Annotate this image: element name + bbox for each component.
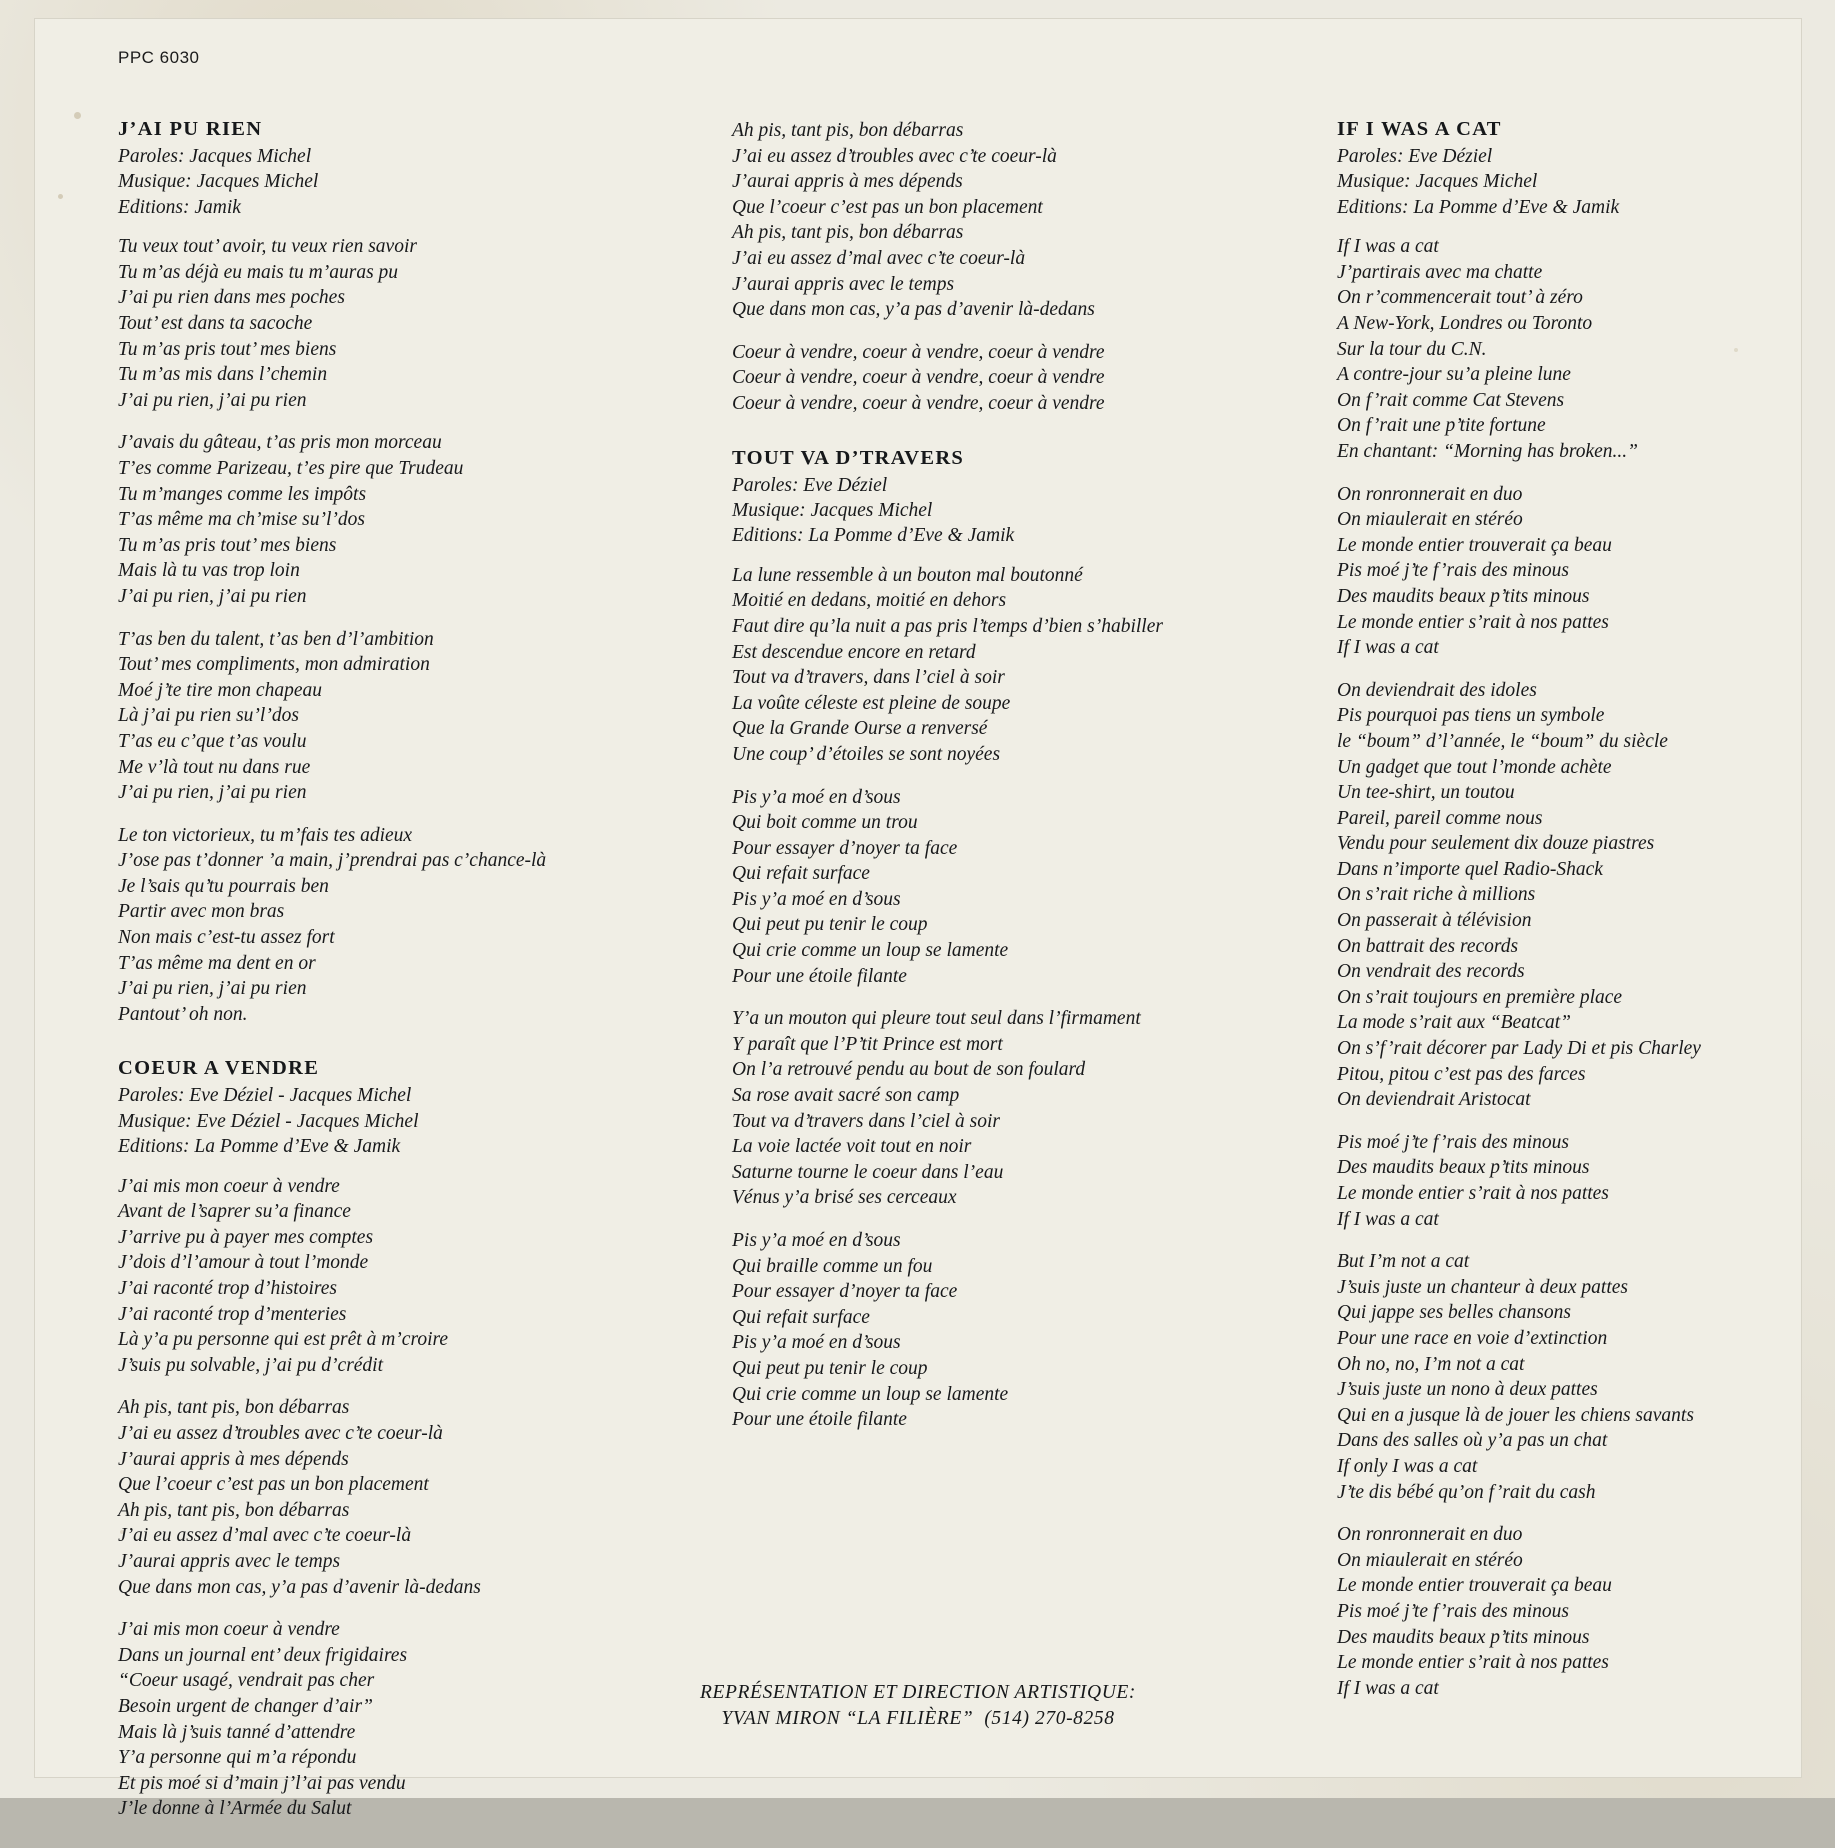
lyric-line: Qui jappe ses belles chansons <box>1337 1302 1571 1324</box>
lyrics-stanza <box>1337 1522 1835 1701</box>
lyric-line: Pis pourquoi pas tiens un symbole <box>1337 705 1605 727</box>
lyric-line: Je l’sais qu’tu pourrais ben <box>118 875 329 897</box>
lyric-line: Vénus y’a brisé ses cerceaux <box>732 1187 957 1209</box>
lyric-line: J’aurai appris avec le temps <box>732 273 955 295</box>
lyric-line: J’te dis bébé qu’on f’rait du cash <box>1337 1481 1596 1503</box>
lyric-line: J’aurai appris à mes dépends <box>732 171 963 193</box>
lyric-line: Tu m’as pris tout’ mes biens <box>118 338 337 360</box>
lyric-line: Pour une étoile filante <box>732 1409 907 1431</box>
song-credits <box>118 1083 638 1159</box>
lyric-line: Pareil, pareil comme nous <box>1337 807 1543 829</box>
lyric-line: On s’rait toujours en première place <box>1337 986 1623 1008</box>
lyric-line: Pour essayer d’noyer ta face <box>732 1281 958 1303</box>
lyric-line: J’suis pu solvable, j’ai pu d’crédit <box>118 1354 384 1376</box>
song-title: TOUT VA D’TRAVERS <box>732 446 965 469</box>
lyric-line: Tout va d’travers, dans l’ciel à soir <box>732 667 1005 689</box>
lyric-line: J’ai mis mon coeur à vendre <box>118 1619 340 1641</box>
lyric-line: J’ai raconté trop d’menteries <box>118 1303 347 1325</box>
lyric-line: Là y’a pu personne qui est prêt à m’croire <box>118 1329 449 1351</box>
lyric-line: Dans un journal ent’ deux frigidaires <box>118 1644 408 1666</box>
lyric-line: On deviendrait des idoles <box>1337 679 1537 701</box>
lyric-line: La lune ressemble à un bouton mal boutonné <box>732 564 1083 586</box>
lyric-line: On passerait à télévision <box>1337 910 1532 932</box>
lyric-line: J’suis juste un nono à deux pattes <box>1337 1379 1598 1401</box>
liner-notes-sheet <box>34 18 1802 1820</box>
catalog-number: PPC 6030 <box>118 48 200 67</box>
lyric-line: Ah pis, tant pis, bon débarras <box>732 120 964 141</box>
credit-line: Paroles: Eve Déziel <box>1337 146 1493 167</box>
lyric-line: Saturne tourne le coeur dans l’eau <box>732 1161 1004 1183</box>
credit-line: Editions: La Pomme d’Eve & Jamik <box>732 525 1015 547</box>
lyric-line: On ronronnerait en duo <box>1337 1524 1523 1546</box>
lyric-line: Un gadget que tout l’monde achète <box>1337 756 1612 778</box>
lyric-line: If I was a cat <box>1337 1208 1439 1230</box>
lyric-line: Qui braille comme un fou <box>732 1255 933 1277</box>
lyric-line: T’as eu c’que t’as voulu <box>118 730 307 752</box>
lyric-line: On vendrait des records <box>1337 961 1525 983</box>
song-credits <box>1337 144 1835 220</box>
lyric-line: Que l’coeur c’est pas un bon placement <box>118 1474 429 1496</box>
lyric-line: J’ai eu assez d’troubles avec c’te coeur-là <box>732 145 1057 167</box>
lyric-line: But I’m not a cat <box>1337 1251 1470 1273</box>
lyric-line: On l’a retrouvé pendu au bout de son foulard <box>732 1059 1086 1081</box>
lyric-line: Un tee-shirt, un toutou <box>1337 782 1515 804</box>
lyric-line: J’ai pu rien, j’ai pu rien <box>118 978 307 1000</box>
lyrics-column-1 <box>118 118 638 1848</box>
lyric-line: Qui boit comme un trou <box>732 812 918 834</box>
lyric-line: Des maudits beaux p’tits minous <box>1337 1157 1590 1179</box>
lyric-line: Le monde entier s’rait à nos pattes <box>1337 1652 1609 1674</box>
lyrics-stanza <box>118 823 638 1028</box>
lyric-line: J’ai eu assez d’mal avec c’te coeur-là <box>118 1525 412 1547</box>
lyric-line: Me v’là tout nu dans rue <box>118 756 311 778</box>
lyric-line: J’ai mis mon coeur à vendre <box>118 1175 340 1197</box>
lyric-line: Pis y’a moé en d’sous <box>732 786 901 808</box>
lyric-line: Qui peut pu tenir le coup <box>732 914 928 936</box>
lyric-line: le “boum” d’l’année, le “boum” du siècle <box>1337 730 1668 752</box>
lyrics-stanza <box>732 1006 1252 1211</box>
lyrics-column-2 <box>732 118 1252 1459</box>
lyric-line: Pis y’a moé en d’sous <box>732 888 901 910</box>
lyric-line: J’ai pu rien, j’ai pu rien <box>118 585 307 607</box>
lyric-line: Qui crie comme un loup se lamente <box>732 940 1009 962</box>
lyric-line: Tout’ est dans ta sacoche <box>118 313 313 334</box>
lyric-line: On r’commencerait tout’ à zéro <box>1337 287 1583 309</box>
song-credits <box>732 473 1252 549</box>
lyrics-stanza <box>1337 1130 1835 1232</box>
lyric-line: Ah pis, tant pis, bon débarras <box>732 222 964 244</box>
lyric-line: J’le donne à l’Armée du Salut <box>118 1798 352 1820</box>
footer-line-1: REPRÉSENTATION ET DIRECTION ARTISTIQUE: <box>700 1682 1136 1703</box>
lyric-line: Tout va d’travers dans l’ciel à soir <box>732 1110 1000 1132</box>
lyric-line: Là j’ai pu rien su’l’dos <box>118 705 299 727</box>
lyric-line: J’ose pas t’donner ’a main, j’prendrai pas c’chance-là <box>118 850 547 872</box>
lyric-line: J’ai eu assez d’troubles avec c’te coeur-là <box>118 1423 443 1444</box>
lyric-line: J’ai pu rien, j’ai pu rien <box>118 782 307 804</box>
lyric-line: J’ai raconté trop d’histoires <box>118 1278 337 1300</box>
lyric-line: Pis y’a moé en d’sous <box>732 1332 901 1354</box>
lyric-line: J’arrive pu à payer mes comptes <box>118 1226 374 1248</box>
credit-line: Editions: La Pomme d’Eve & Jamik <box>1337 196 1620 218</box>
song-title: J’AI PU RIEN <box>118 118 263 140</box>
lyric-line: Tu m’as mis dans l’chemin <box>118 364 328 386</box>
lyric-line: Et pis moé si d’main j’l’ai pas vendu <box>118 1772 406 1794</box>
lyric-line: Que dans mon cas, y’a pas d’avenir là-dedans <box>732 299 1095 321</box>
lyrics-stanza <box>732 1228 1252 1433</box>
lyric-line: T’as même ma dent en or <box>118 952 316 974</box>
lyric-line: Pis moé j’te f’rais des minous <box>1337 1131 1569 1153</box>
lyric-line: Partir avec mon bras <box>118 901 285 923</box>
lyric-line: Qui crie comme un loup se lamente <box>732 1383 1009 1405</box>
lyric-line: J’ai pu rien, j’ai pu rien <box>118 389 307 411</box>
credit-line: Editions: La Pomme d’Eve & Jamik <box>118 1136 401 1158</box>
lyric-line: Que dans mon cas, y’a pas d’avenir là-dedans <box>118 1576 481 1598</box>
lyric-line: Le monde entier s’rait à nos pattes <box>1337 611 1609 633</box>
credit-line: Musique: Jacques Michel <box>118 171 319 193</box>
lyric-line: On deviendrait Aristocat <box>1337 1089 1531 1111</box>
lyric-line: Moitié en dedans, moitié en dehors <box>732 590 1007 612</box>
lyric-line: Coeur à vendre, coeur à vendre, coeur à vendre <box>732 341 1105 363</box>
lyric-line: Y’a personne qui m’a répondu <box>118 1747 357 1769</box>
lyrics-stanza <box>732 118 1252 323</box>
lyric-line: “Coeur usagé, vendrait pas cher <box>118 1670 375 1692</box>
lyric-line: Mais là j’suis tanné d’attendre <box>118 1721 356 1743</box>
lyric-line: Qui refait surface <box>732 863 870 885</box>
lyric-line: If only I was a cat <box>1337 1455 1478 1477</box>
lyric-line: Pitou, pitou c’est pas des farces <box>1337 1063 1586 1085</box>
lyric-line: A contre-jour su’a pleine lune <box>1337 364 1571 386</box>
lyric-line: On miaulerait en stéréo <box>1337 1549 1523 1571</box>
lyric-line: J’aurai appris à mes dépends <box>118 1448 349 1470</box>
lyric-line: La voie lactée voit tout en noir <box>732 1136 972 1158</box>
lyric-line: En chantant: “Morning has broken...” <box>1337 440 1638 462</box>
lyric-line: On battrait des records <box>1337 935 1519 957</box>
lyric-line: Qui en a jusque là de jouer les chiens savants <box>1337 1404 1694 1426</box>
song-if-i-was-a-cat <box>1337 118 1835 1701</box>
song-title: COEUR A VENDRE <box>118 1057 320 1080</box>
lyric-line: J’partirais avec ma chatte <box>1337 261 1543 283</box>
lyric-line: J’aurai appris avec le temps <box>118 1550 341 1572</box>
song-credits <box>118 144 638 220</box>
lyric-line: Y paraît que l’P’tit Prince est mort <box>732 1033 1003 1055</box>
lyrics-stanza <box>732 785 1252 990</box>
lyric-line: On miaulerait en stéréo <box>1337 509 1523 531</box>
lyrics-stanza <box>118 430 638 609</box>
lyric-line: Coeur à vendre, coeur à vendre, coeur à vendre <box>732 392 1105 414</box>
lyric-line: Sa rose avait sacré son camp <box>732 1085 960 1107</box>
lyric-line: Tu m’as déjà eu mais tu m’auras pu <box>118 261 399 283</box>
lyric-line: Non mais c’est-tu assez fort <box>118 927 335 949</box>
credit-line: Musique: Jacques Michel <box>1337 171 1538 193</box>
lyric-line: Le ton victorieux, tu m’fais tes adieux <box>118 824 413 846</box>
lyric-line: On s’f’rait décorer par Lady Di et pis Charley <box>1337 1038 1701 1060</box>
lyric-line: J’avais du gâteau, t’as pris mon morceau <box>118 432 442 454</box>
lyric-line: A New-York, Londres ou Toronto <box>1337 313 1593 334</box>
lyric-line: Dans des salles où y’a pas un chat <box>1337 1430 1608 1452</box>
lyric-line: Pis moé j’te f’rais des minous <box>1337 560 1569 582</box>
credit-line: Musique: Eve Déziel - Jacques Michel <box>118 1110 419 1132</box>
lyric-line: Dans n’importe quel Radio-Shack <box>1337 858 1603 880</box>
artistic-direction-credit <box>34 1680 1802 1732</box>
lyric-line: On f’rait une p’tite fortune <box>1337 415 1546 437</box>
lyric-line: J’suis juste un chanteur à deux pattes <box>1337 1276 1629 1298</box>
lyric-line: Tu m’as pris tout’ mes biens <box>118 534 337 556</box>
lyrics-stanza <box>118 627 638 806</box>
lyrics-stanza <box>118 234 638 413</box>
lyrics-stanza <box>732 340 1252 417</box>
lyric-line: Que la Grande Ourse a renversé <box>732 718 988 740</box>
lyric-line: Pour essayer d’noyer ta face <box>732 837 958 859</box>
lyric-line: If I was a cat <box>1337 1677 1439 1699</box>
lyric-line: Que l’coeur c’est pas un bon placement <box>732 196 1043 218</box>
lyric-line: If I was a cat <box>1337 637 1439 659</box>
lyric-line: Qui peut pu tenir le coup <box>732 1357 928 1379</box>
lyric-line: Mais là tu vas trop loin <box>118 560 300 582</box>
lyrics-stanza <box>732 563 1252 768</box>
credit-line: Paroles: Eve Déziel <box>732 474 888 496</box>
lyrics-stanza <box>118 1395 638 1600</box>
song-coeur-a-vendre-continued <box>732 118 1252 417</box>
credit-line: Paroles: Jacques Michel <box>118 146 312 167</box>
lyric-line: La mode s’rait aux “Beatcat” <box>1337 1012 1571 1034</box>
lyric-line: Tu m’manges comme les impôts <box>118 483 367 505</box>
lyric-line: J’ai pu rien dans mes poches <box>118 287 345 309</box>
lyric-line: Une coup’ d’étoiles se sont noyées <box>732 743 1001 765</box>
footer-line-2: YVAN MIRON “LA FILIÈRE” (514) 270-8258 <box>721 1708 1115 1729</box>
credit-line: Musique: Jacques Michel <box>732 499 933 521</box>
lyrics-stanza <box>1337 1249 1835 1505</box>
lyric-line: Ah pis, tant pis, bon débarras <box>118 1397 350 1419</box>
lyrics-stanza <box>1337 234 1835 464</box>
lyric-line: Des maudits beaux p’tits minous <box>1337 1626 1590 1648</box>
lyric-line: Moé j’te tire mon chapeau <box>118 679 322 701</box>
lyric-line: Coeur à vendre, coeur à vendre, coeur à vendre <box>732 367 1105 389</box>
lyric-line: On ronronnerait en duo <box>1337 483 1523 505</box>
lyrics-stanza <box>1337 678 1835 1113</box>
lyric-line: Pis moé j’te f’rais des minous <box>1337 1600 1569 1622</box>
lyrics-stanza <box>118 1174 638 1379</box>
lyric-line: Besoin urgent de changer d’air” <box>118 1695 373 1717</box>
lyric-line: Qui refait surface <box>732 1306 870 1328</box>
lyric-line: Le monde entier trouverait ça beau <box>1337 534 1612 556</box>
lyric-line: If I was a cat <box>1337 236 1439 258</box>
lyric-line: Pantout’ oh non. <box>118 1003 248 1025</box>
lyric-line: Y’a un mouton qui pleure tout seul dans l’firmament <box>732 1008 1141 1030</box>
lyric-line: Ah pis, tant pis, bon débarras <box>118 1499 350 1521</box>
lyrics-stanza <box>1337 482 1835 661</box>
lyric-line: Pour une étoile filante <box>732 965 907 987</box>
lyric-line: T’as même ma ch’mise su’l’dos <box>118 509 365 531</box>
lyric-line: T’as ben du talent, t’as ben d’l’ambition <box>118 628 434 650</box>
lyric-line: Oh no, no, I’m not a cat <box>1337 1353 1525 1375</box>
lyric-line: J’ai eu assez d’mal avec c’te coeur-là <box>732 247 1026 269</box>
lyric-line: On s’rait riche à millions <box>1337 884 1536 906</box>
lyric-line: Avant de l’saprer su’a finance <box>118 1201 351 1223</box>
lyric-line: J’dois d’l’amour à tout l’monde <box>118 1252 369 1274</box>
lyric-line: Sur la tour du C.N. <box>1337 338 1487 360</box>
credit-line: Paroles: Eve Déziel - Jacques Michel <box>118 1085 412 1107</box>
lyric-line: La voûte céleste est pleine de soupe <box>732 692 1011 714</box>
lyric-line: T’es comme Parizeau, t’es pire que Trudeau <box>118 457 464 479</box>
lyric-line: Tout’ mes compliments, mon admiration <box>118 654 430 676</box>
lyric-line: Le monde entier s’rait à nos pattes <box>1337 1183 1609 1204</box>
lyric-line: Le monde entier trouverait ça beau <box>1337 1575 1612 1597</box>
lyric-line: Pis y’a moé en d’sous <box>732 1230 901 1251</box>
lyric-line: Est descendue encore en retard <box>732 641 976 663</box>
song-title: IF I WAS A CAT <box>1337 118 1502 140</box>
lyrics-column-3 <box>1337 118 1835 1727</box>
song-tout-va-dtravers <box>732 447 1252 1433</box>
lyric-line: Pour une race en voie d’extinction <box>1337 1327 1608 1349</box>
lyric-line: Faut dire qu’la nuit a pas pris l’temps d’bien s’habiller <box>732 615 1163 637</box>
lyric-line: Vendu pour seulement dix douze piastres <box>1337 833 1655 855</box>
credit-line: Editions: Jamik <box>118 196 241 218</box>
song-jai-pu-rien <box>118 118 638 1027</box>
lyric-line: Des maudits beaux p’tits minous <box>1337 585 1590 607</box>
lyric-line: Tu veux tout’ avoir, tu veux rien savoir <box>118 236 417 258</box>
lyric-line: On f’rait comme Cat Stevens <box>1337 389 1565 411</box>
